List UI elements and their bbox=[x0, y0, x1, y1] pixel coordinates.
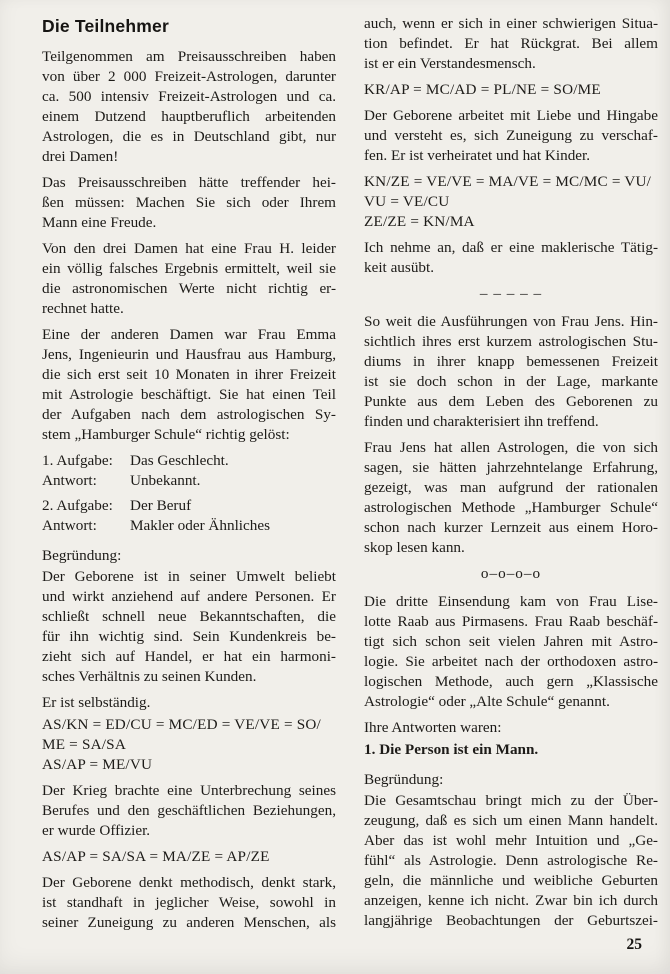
text-line: drei Damen! bbox=[42, 148, 119, 165]
formula-line: ZE/ZE = KN/MA bbox=[364, 213, 475, 230]
paragraph bbox=[364, 438, 658, 558]
text-line: Die Gesamtschau bringt mich zu der Über- bbox=[364, 792, 658, 809]
text-line: Aber das ist wohl mehr Intuition und „Ge- bbox=[364, 832, 658, 849]
text-line: schließt schnell neue Bekanntschaften, die bbox=[42, 608, 336, 625]
text-line: logie. Sie arbeitet nach der orthodoxen astro- bbox=[364, 653, 658, 670]
text-line: er wurde Offizier. bbox=[42, 822, 151, 839]
text-line: Berufes und den geschäftlichen Beziehungen, bbox=[42, 802, 336, 819]
paragraph bbox=[364, 14, 658, 74]
formula-line: KR/AP = MC/AD = PL/NE = SO/ME bbox=[364, 81, 601, 98]
astro-formula bbox=[42, 715, 336, 775]
formula-line: AS/KN = ED/CU = MC/ED = VE/VE = SO/ bbox=[42, 716, 321, 733]
paragraph bbox=[42, 325, 336, 445]
formula-line: ME = SA/SA bbox=[42, 736, 126, 753]
text-line: skop lesen kann. bbox=[364, 539, 465, 556]
astro-formula bbox=[364, 172, 658, 232]
text-line: Astrologie“ oder „Alte Schule“ genannt. bbox=[364, 693, 610, 710]
text-line: Mann eine Freude. bbox=[42, 214, 157, 231]
text-line: Die dritte Einsendung kam von Frau Lise- bbox=[364, 593, 658, 610]
formula-line: AS/AP = SA/SA = MA/ZE = AP/ZE bbox=[42, 848, 270, 865]
section-separator: – – – – – bbox=[479, 285, 543, 302]
text-line: stem „Hamburger Schule“ richtig gelöst: bbox=[42, 426, 290, 443]
page-number: 25 bbox=[626, 936, 642, 953]
reason-label: Begründung: bbox=[42, 547, 122, 564]
text-line: geln, die männliche und weibliche Geburten bbox=[364, 872, 658, 889]
section-heading: Die Teilnehmer bbox=[42, 16, 169, 36]
task-answer-list bbox=[42, 451, 336, 536]
text-line: tion befindet. Er hat Rückgrat. Bei allem bbox=[364, 35, 658, 52]
task-value: Unbekannt. bbox=[130, 472, 201, 489]
text-line: Das Preisausschreiben hätte treffender hei- bbox=[42, 174, 336, 191]
two-column-text bbox=[42, 14, 658, 939]
text-line: auch, wenn er sich in einer schwierigen Situa- bbox=[364, 15, 658, 32]
text-line: mit Astrologie beschäftigt. Sie hat einen Teil bbox=[42, 386, 336, 403]
task-label: Antwort: bbox=[42, 517, 97, 534]
answer-heading: 1. Die Person ist ein Mann. bbox=[364, 741, 539, 758]
text-line: Frau Jens hat allen Astrologen, die von sich bbox=[364, 439, 658, 456]
text-line: keit ausübt. bbox=[364, 259, 435, 276]
text-line: Ihre Antworten waren: bbox=[364, 719, 502, 736]
task-answer-row bbox=[42, 516, 336, 536]
paragraph bbox=[42, 781, 336, 841]
text-line: Von den drei Damen hat eine Frau H. leider bbox=[42, 240, 336, 257]
text-line: Der Geborene arbeitet mit Liebe und Hingabe bbox=[364, 107, 658, 124]
task-label: 1. Aufgabe: bbox=[42, 452, 113, 469]
text-line: Astrologen, die es in Deutschland gibt, nur bbox=[42, 128, 336, 145]
text-line: diums in ihrer knapp bemessenen Freizeit bbox=[364, 353, 658, 370]
text-line: Teilgenommen am Preisausschreiben haben bbox=[42, 48, 336, 65]
paragraph bbox=[42, 173, 336, 233]
text-line: Der Geborene denkt methodisch, denkt stark, bbox=[42, 874, 336, 891]
text-line: einem Dutzend hauptberuflich arbeitenden bbox=[42, 108, 336, 125]
text-line: sches Verhältnis zu seinen Kunden. bbox=[42, 668, 257, 685]
text-line: ist standhaft in jeglicher Weise, sowohl in bbox=[42, 894, 336, 911]
text-line: tigt sich schon seit vielen Jahren mit Astro- bbox=[364, 633, 658, 650]
text-line: zeugung, daß es sich um einen Mann handelt. bbox=[364, 812, 658, 829]
text-line: fühl“ als Astrologie. Denn astrologische Re- bbox=[364, 852, 658, 869]
task-answer-row bbox=[42, 451, 336, 471]
text-line: zieht sich auf Handel, er hat ein harmoni- bbox=[42, 648, 336, 665]
text-line: schon nach kurzer Lernzeit aus einem Horo- bbox=[364, 519, 658, 536]
task-answer-row bbox=[42, 496, 336, 516]
paragraph bbox=[42, 239, 336, 319]
astro-formula bbox=[364, 80, 658, 100]
formula-line: VU = VE/CU bbox=[364, 193, 450, 210]
text-line: ca. 500 intensiv Freizeit-Astrologen und ca. bbox=[42, 88, 336, 105]
text-line: langjährige Beobachtungen der Geburtszei- bbox=[364, 912, 658, 929]
text-line: für ihn wichtig sind. Sein Kundenkreis be- bbox=[42, 628, 336, 645]
paragraph bbox=[42, 567, 336, 687]
text-line: ist sie doch schon in der Lage, markante bbox=[364, 373, 658, 390]
paragraph bbox=[364, 312, 658, 432]
text-line: und versteht es, sich Zuneigung zu verschaf- bbox=[364, 127, 658, 144]
text-line: die sich erst seit 10 Monaten in ihrer Freizeit bbox=[42, 366, 336, 383]
text-line: gezeigt, was man aufgrund der rationalen bbox=[364, 479, 658, 496]
reason-label: Begründung: bbox=[364, 771, 444, 788]
text-line: ßen müssen: Machen Sie sich oder Ihrem bbox=[42, 194, 336, 211]
text-line: lotte Raab aus Pirmasens. Frau Raab beschäf- bbox=[364, 613, 658, 630]
paragraph bbox=[364, 791, 658, 931]
task-label: Antwort: bbox=[42, 472, 97, 489]
text-line: fen. Er ist verheiratet und hat Kinder. bbox=[364, 147, 591, 164]
right-column bbox=[364, 14, 658, 939]
section-separator: o–o–o–o bbox=[480, 565, 542, 582]
text-line: Der Krieg brachte eine Unterbrechung seines bbox=[42, 782, 336, 799]
formula-line: KN/ZE = VE/VE = MA/VE = MC/MC = VU/ bbox=[364, 173, 652, 190]
paragraph bbox=[364, 106, 658, 166]
task-answer-row bbox=[42, 471, 336, 491]
task-value: Das Geschlecht. bbox=[130, 452, 229, 469]
text-line: Er ist selbständig. bbox=[42, 694, 151, 711]
text-line: seiner Zuneigung zu anderen Menschen, als bbox=[42, 914, 336, 931]
paragraph bbox=[42, 873, 336, 933]
text-line: von über 2 000 Freizeit-Astrologen, darunter bbox=[42, 68, 336, 85]
text-line: anzeigen, kenne ich nicht. Zwar bin ich durch bbox=[364, 892, 658, 909]
text-line: die astronomischen Werte nicht richtig er- bbox=[42, 280, 336, 297]
text-line: ist er ein Verstandesmensch. bbox=[364, 55, 536, 72]
text-line: Der Geborene ist in seiner Umwelt beliebt bbox=[42, 568, 336, 585]
task-value: Makler oder Ähnliches bbox=[130, 517, 271, 534]
text-line: sichtlich ihres erst kurzem astrologischen Stu- bbox=[364, 333, 658, 350]
text-line: ein völlig falsches Ergebnis ermittelt, weil sie bbox=[42, 260, 336, 277]
text-line: Eine der anderen Damen war Frau Emma bbox=[42, 326, 336, 343]
task-label: 2. Aufgabe: bbox=[42, 497, 113, 514]
paragraph bbox=[364, 592, 658, 712]
left-column bbox=[42, 14, 336, 939]
text-line: sagen, sie hätten jahrzehntelange Erfahrung, bbox=[364, 459, 658, 476]
text-line: Jens, Ingenieurin und Hausfrau aus Hamburg, bbox=[42, 346, 336, 363]
text-line: astrologischen Methode „Hamburger Schule“ bbox=[364, 499, 658, 516]
text-line: logischen Methode, auch gern „Klassische bbox=[364, 673, 658, 690]
text-line: und wirkt anziehend auf andere Personen. Er bbox=[42, 588, 336, 605]
paragraph bbox=[364, 238, 658, 278]
astro-formula bbox=[42, 847, 336, 867]
task-value: Der Beruf bbox=[130, 497, 192, 514]
text-line: Punkte aus dem Leben des Geborenen zu bbox=[364, 393, 658, 410]
text-line: So weit die Ausführungen von Frau Jens. Hin- bbox=[364, 313, 658, 330]
text-line: der Aufgaben nach dem astrologischen Sy- bbox=[42, 406, 336, 423]
formula-line: AS/AP = ME/VU bbox=[42, 756, 153, 773]
text-line: rechnet hatte. bbox=[42, 300, 124, 317]
paragraph bbox=[42, 47, 336, 167]
text-line: Ich nehme an, daß er eine maklerische Tätig- bbox=[364, 239, 658, 256]
text-line: finden und charakterisiert ihn treffend. bbox=[364, 413, 599, 430]
